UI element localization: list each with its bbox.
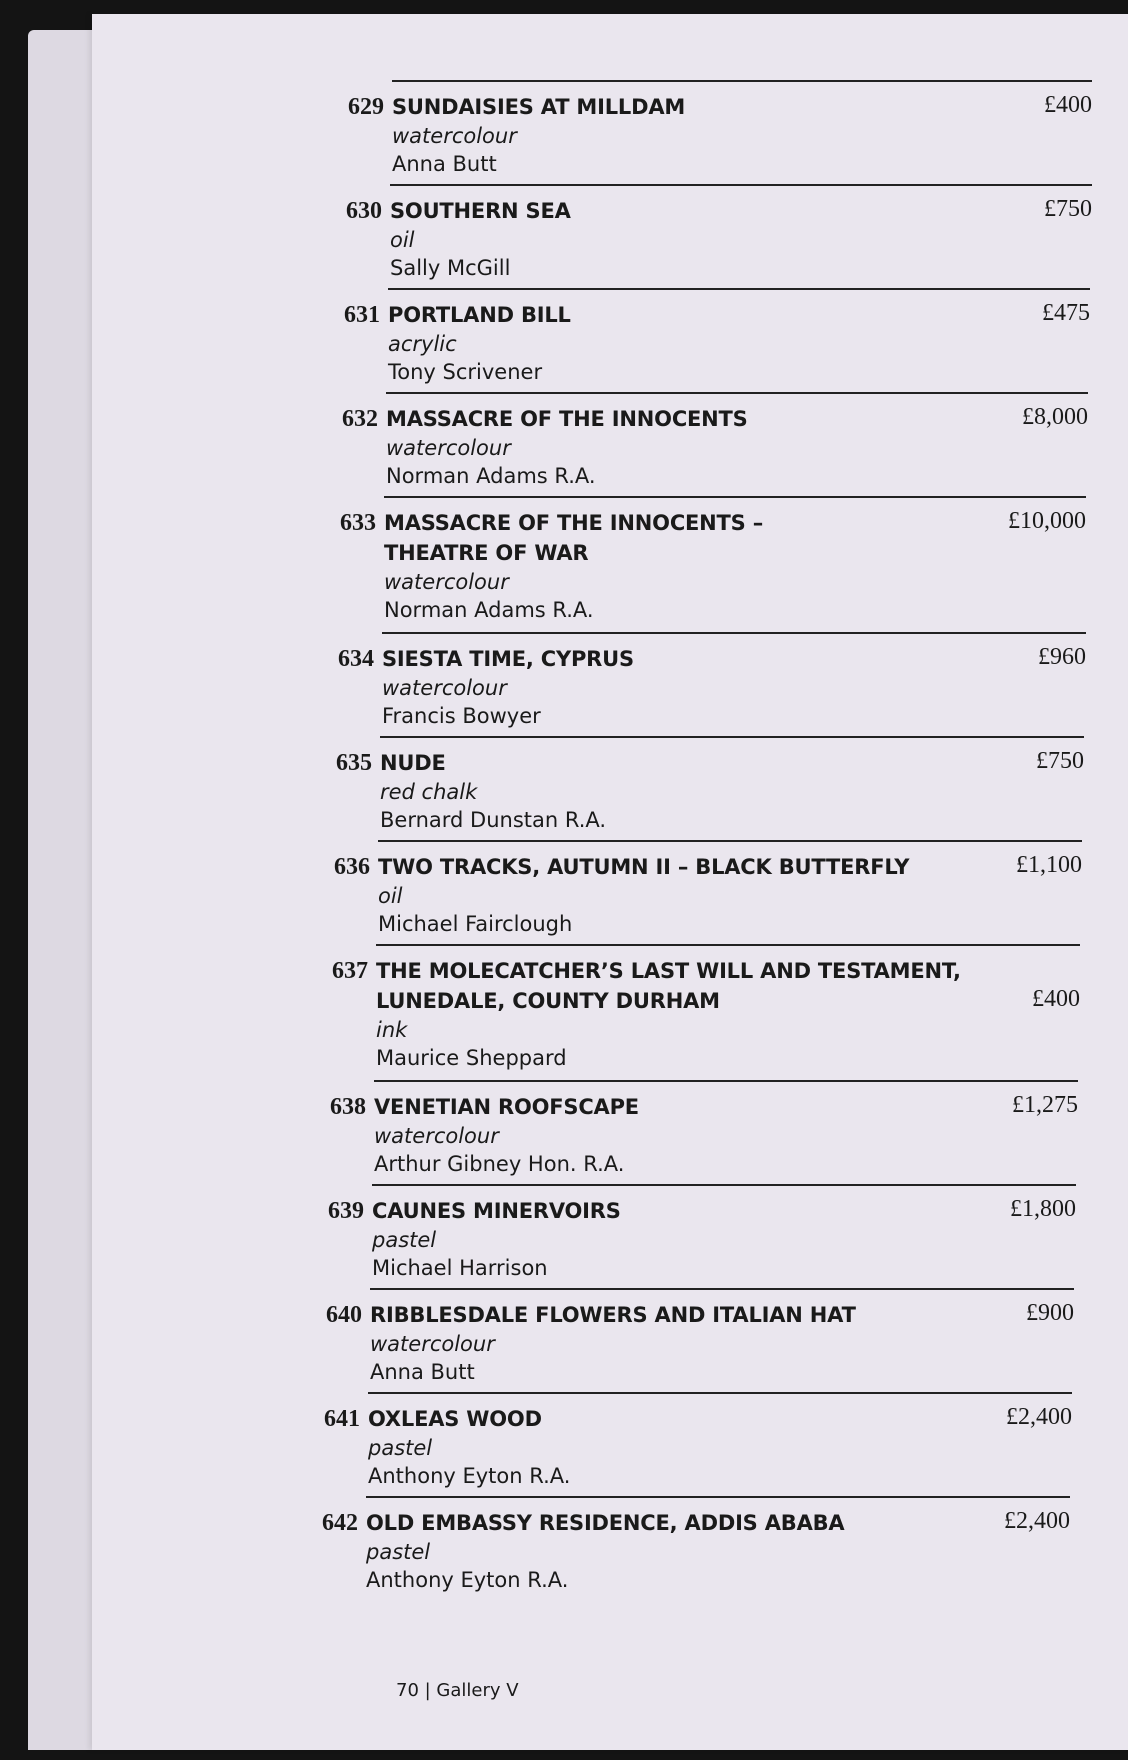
lot-number: 629 [348, 94, 384, 120]
entry-divider [378, 840, 1082, 842]
artist-name: Anthony Eyton R.A. [366, 1568, 569, 1592]
entry-divider [386, 392, 1088, 394]
artwork-price: £750 [1044, 196, 1092, 222]
entry-divider [370, 1288, 1074, 1290]
artist-name: Anna Butt [370, 1360, 475, 1384]
catalogue-entry [336, 736, 1084, 840]
catalogue-entry [328, 1184, 1076, 1288]
artwork-price: £2,400 [1004, 1508, 1070, 1534]
catalogue-entry [324, 1392, 1072, 1496]
artwork-medium: oil [390, 228, 415, 252]
page-footer: 70 | Gallery V [396, 1680, 519, 1701]
lot-number: 631 [344, 302, 380, 328]
artist-name: Maurice Sheppard [376, 1046, 567, 1070]
entry-divider [380, 736, 1084, 738]
catalogue-entry [348, 80, 1092, 184]
artwork-medium: ink [376, 1018, 408, 1042]
artwork-title-line-1: MASSACRE OF THE INNOCENTS – [384, 511, 764, 535]
catalogue-page [92, 14, 1128, 1750]
artwork-title [376, 956, 976, 1016]
artwork-price: £1,100 [1016, 852, 1082, 878]
lot-number: 637 [332, 958, 368, 984]
artist-name: Sally McGill [390, 256, 511, 280]
artwork-medium: pastel [372, 1228, 437, 1252]
entry-divider [372, 1184, 1076, 1186]
artwork-title: PORTLAND BILL [388, 303, 571, 327]
artwork-title [384, 508, 1084, 568]
lot-number: 633 [340, 510, 376, 536]
lot-number: 635 [336, 750, 372, 776]
artwork-title: VENETIAN ROOFSCAPE [374, 1095, 639, 1119]
catalogue-entry [322, 1496, 1070, 1600]
lot-number: 638 [330, 1094, 366, 1120]
entry-divider [366, 1496, 1070, 1498]
catalogue-entry [346, 184, 1092, 288]
artwork-price: £475 [1042, 300, 1090, 326]
catalogue-entry [334, 840, 1082, 944]
artwork-medium: pastel [366, 1540, 431, 1564]
artwork-price: £1,800 [1010, 1196, 1076, 1222]
artwork-medium: watercolour [392, 124, 517, 148]
lot-number: 641 [324, 1406, 360, 1432]
catalogue-entry [332, 944, 1080, 1076]
artwork-medium: red chalk [380, 780, 478, 804]
entry-divider [376, 944, 1080, 946]
artwork-price: £400 [1032, 986, 1080, 1012]
entry-divider [368, 1392, 1072, 1394]
artist-name: Anna Butt [392, 152, 497, 176]
catalogue-entry [344, 288, 1090, 392]
entry-divider [392, 80, 1092, 82]
catalogue-entry [338, 632, 1086, 736]
lot-number: 632 [342, 406, 378, 432]
catalogue-entry [330, 1080, 1078, 1184]
artwork-medium: pastel [368, 1436, 433, 1460]
catalogue-entry [326, 1288, 1074, 1392]
artwork-medium: oil [378, 884, 403, 908]
artist-name: Bernard Dunstan R.A. [380, 808, 607, 832]
lot-number: 636 [334, 854, 370, 880]
catalogue-entry [340, 496, 1086, 628]
artwork-title: CAUNES MINERVOIRS [372, 1199, 621, 1223]
artwork-price: £2,400 [1006, 1404, 1072, 1430]
entry-divider [384, 496, 1086, 498]
artwork-price: £1,275 [1012, 1092, 1078, 1118]
artwork-medium: acrylic [388, 332, 457, 356]
artist-name: Anthony Eyton R.A. [368, 1464, 571, 1488]
entry-divider [382, 632, 1086, 634]
artwork-medium: watercolour [386, 436, 511, 460]
artwork-title: SIESTA TIME, CYPRUS [382, 647, 634, 671]
lot-number: 634 [338, 646, 374, 672]
artwork-price: £8,000 [1022, 404, 1088, 430]
artwork-title-line-2: LUNEDALE, COUNTY DURHAM [376, 989, 720, 1013]
lot-number: 639 [328, 1198, 364, 1224]
artwork-title-line-1: THE MOLECATCHER’S LAST WILL AND TESTAMENT, [376, 959, 961, 983]
artwork-price: £750 [1036, 748, 1084, 774]
artist-name: Norman Adams R.A. [386, 464, 596, 488]
entry-divider [390, 184, 1092, 186]
artist-name: Michael Fairclough [378, 912, 573, 936]
artwork-medium: watercolour [374, 1124, 499, 1148]
lot-number: 640 [326, 1302, 362, 1328]
artist-name: Michael Harrison [372, 1256, 548, 1280]
artwork-title: SUNDAISIES AT MILLDAM [392, 95, 686, 119]
artist-name: Tony Scrivener [388, 360, 543, 384]
artwork-price: £400 [1044, 92, 1092, 118]
artwork-price: £900 [1026, 1300, 1074, 1326]
artwork-title: MASSACRE OF THE INNOCENTS [386, 407, 748, 431]
artwork-title-line-2: THEATRE OF WAR [384, 541, 589, 565]
artist-name: Arthur Gibney Hon. R.A. [374, 1152, 625, 1176]
artwork-price: £10,000 [1008, 508, 1086, 534]
artwork-medium: watercolour [382, 676, 507, 700]
artist-name: Francis Bowyer [382, 704, 541, 728]
artwork-title: TWO TRACKS, AUTUMN II – BLACK BUTTERFLY [378, 855, 910, 879]
artwork-medium: watercolour [370, 1332, 495, 1356]
entry-divider [388, 288, 1090, 290]
artwork-medium: watercolour [384, 570, 509, 594]
artist-name: Norman Adams R.A. [384, 598, 594, 622]
artwork-title: SOUTHERN SEA [390, 199, 571, 223]
artwork-title: OLD EMBASSY RESIDENCE, ADDIS ABABA [366, 1511, 845, 1535]
lot-number: 630 [346, 198, 382, 224]
artwork-title: OXLEAS WOOD [368, 1407, 542, 1431]
artwork-price: £960 [1038, 644, 1086, 670]
catalogue-entry [342, 392, 1088, 496]
artwork-title: NUDE [380, 751, 446, 775]
entry-divider [374, 1080, 1078, 1082]
artwork-title: RIBBLESDALE FLOWERS AND ITALIAN HAT [370, 1303, 856, 1327]
lot-number: 642 [322, 1510, 358, 1536]
